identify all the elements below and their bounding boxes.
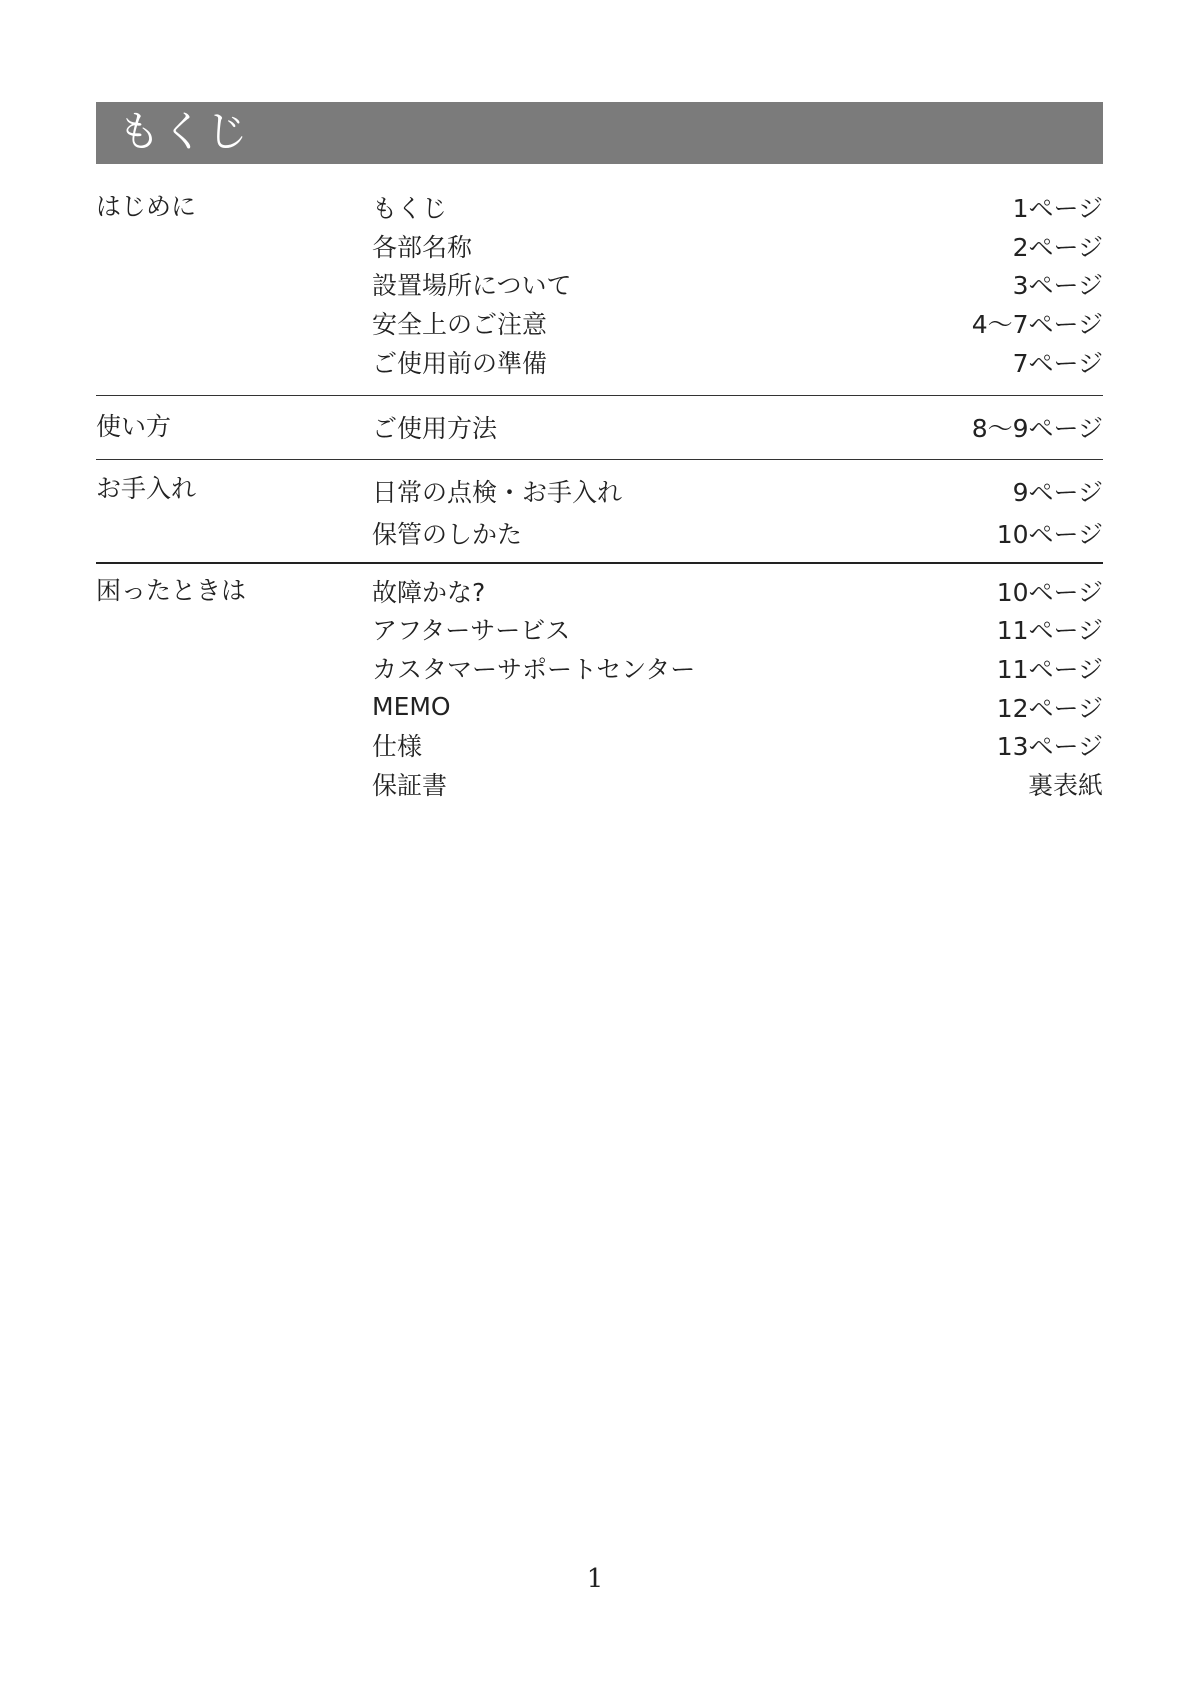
toc-entry[interactable] [372,470,1103,512]
entry-page: 10ページ [996,519,1103,549]
entry-page: 11ページ [996,655,1103,685]
toc-entry[interactable] [372,227,1103,266]
toc-entry[interactable] [372,726,1103,765]
entry-page: 2ページ [1012,232,1103,262]
entry-page: 10ページ [996,577,1103,607]
entry-title: ご使用前の準備 [372,348,548,378]
title-bar [96,102,1103,164]
entry-title: 各部名称 [372,232,473,262]
section-label: お手入れ [96,473,197,503]
entry-page: 7ページ [1012,348,1103,378]
entry-page: 13ページ [996,732,1103,762]
page-title: もくじ [118,107,251,156]
entry-page: 8〜9ページ [971,414,1103,444]
table-of-contents [96,188,1103,803]
entry-page: 裏表紙 [1027,770,1103,800]
entry-title: 仕様 [372,732,423,762]
entry-title: 保証書 [372,770,448,800]
entry-page: 11ページ [996,616,1103,646]
toc-entry[interactable] [372,512,1103,554]
entry-title: 安全上のご注意 [372,310,548,340]
toc-section-troubleshooting [96,562,1103,804]
entry-title: カスタマーサポートセンター [372,655,696,685]
page-number: 1 [586,1564,604,1594]
toc-entry[interactable] [372,687,1103,726]
toc-entry[interactable] [372,342,1103,381]
toc-entry[interactable] [372,265,1103,304]
entry-title: 日常の点検・お手入れ [372,477,623,507]
section-label: 困ったときは [96,575,247,605]
section-label: はじめに [96,192,197,221]
entry-page: 3ページ [1012,271,1103,301]
toc-entry[interactable] [372,765,1103,804]
entry-page: 9ページ [1012,477,1103,507]
entry-title: ご使用方法 [372,414,498,444]
toc-entry[interactable] [372,610,1103,649]
entry-page: 1ページ [1012,194,1103,224]
toc-entry[interactable] [372,408,1103,447]
toc-section-introduction [96,188,1103,395]
toc-entry[interactable] [372,572,1103,611]
toc-entry[interactable] [372,649,1103,688]
entry-title: 設置場所について [372,271,572,301]
entry-page: 12ページ [996,693,1103,723]
entry-title: 故障かな? [372,577,486,607]
entry-title: もくじ [372,194,448,224]
entry-title: 保管のしかた [372,519,523,549]
section-label: 使い方 [96,411,172,441]
entry-title: MEMO [372,692,451,722]
toc-section-maintenance [96,459,1103,562]
entry-title: アフターサービス [372,616,571,646]
toc-section-usage [96,395,1103,459]
toc-entry[interactable] [372,188,1103,227]
toc-entry[interactable] [372,304,1103,343]
entry-page: 4〜7ページ [971,310,1103,340]
